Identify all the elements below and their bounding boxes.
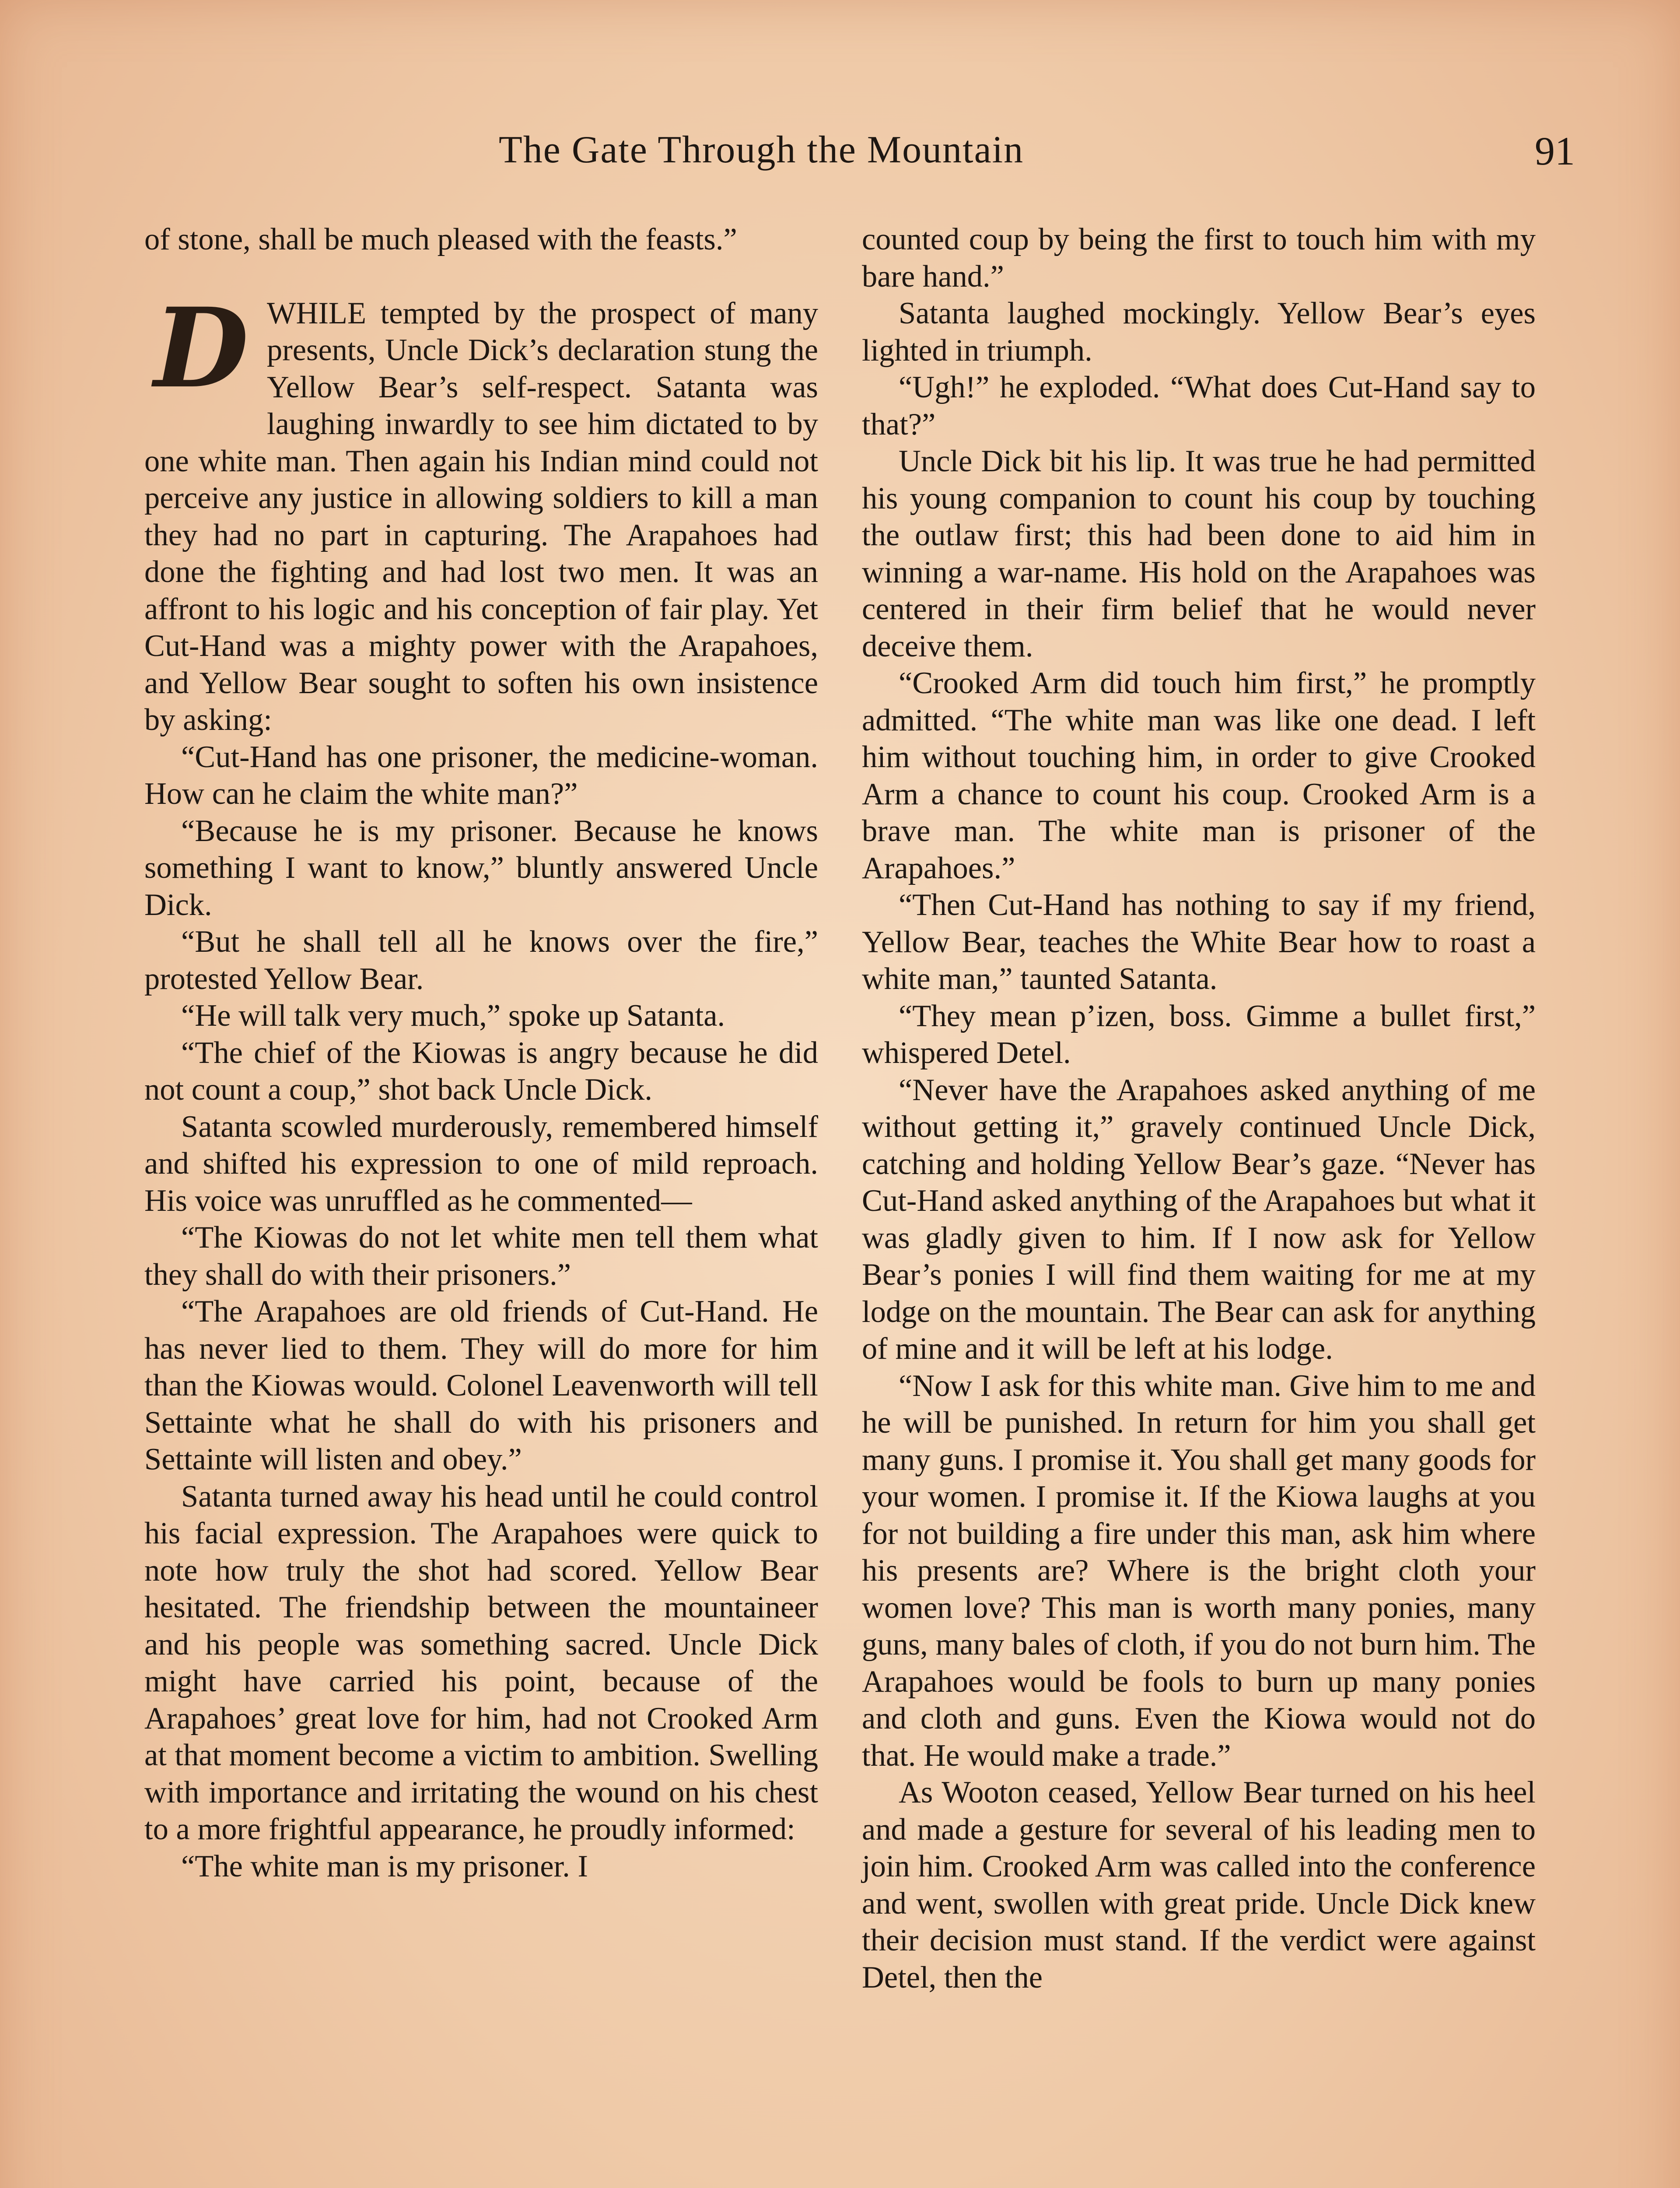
paragraph: “Then Cut-Hand has nothing to say if my friend, Yellow Bear, teaches the White Bear how to roast a white man,” taunted Satanta. (862, 888, 1536, 996)
paragraph: “Crooked Arm did touch him first,” he promptly admitted. “The white man was like one dead. I left him without touching him, in order to give Crooked Arm a chance to count his coup. Crooked Arm is a brave man. The white man is prisoner of the Arapahoes.” (862, 666, 1536, 885)
paragraph: “Cut-Hand has one prisoner, the medicine-woman. How can he claim the white man?” (144, 740, 818, 811)
paragraph: “The Kiowas do not let white men tell them what they shall do with their prisoners.” (144, 1220, 818, 1292)
paragraph: “The white man is my prisoner. I (181, 1849, 588, 1883)
paragraph: Satanta scowled murderously, remembered himself and shifted his expression to one of mild reproach. His voice was unruffled as he commented— (144, 1109, 818, 1218)
paragraph: “The chief of the Kiowas is angry because he did not count a coup,” shot back Uncle Dick. (144, 1035, 818, 1107)
running-title: The Gate Through the Mountain (499, 129, 1024, 171)
paragraph-continuation: counted coup by being the first to touch him with my bare hand.” (862, 222, 1536, 294)
paragraph: Satanta laughed mockingly. Yellow Bear’s eyes lighted in triumph. (862, 296, 1536, 368)
paragraph: “Now I ask for this white man. Give him to me and he will be punished. In return for him you shall get many guns. I promise it. You shall get many goods for your women. I promise it. If the Kiowa laughs at you for not building a fire under this man, ask him where his presents are? Where is the bright cloth your women love? This man is worth many ponies, many guns, many bales of cloth, if you do not burn him. The Arapahoes would be fools to burn up many ponies and cloth and guns. Even the Kiowa would not do that. He would make a trade.” (862, 1368, 1536, 1773)
right-column (862, 221, 1536, 1996)
dropcap-paragraph-block (144, 283, 818, 739)
paragraph: “But he shall tell all he knows over the fire,” protested Yellow Bear. (144, 925, 818, 996)
left-column (144, 221, 818, 1885)
paragraph: “Never have the Arapahoes asked anything of me without getting it,” gravely continued Uncle Dick, catching and holding Yellow Bear’s gaze. “Never has Cut-Hand asked anything of the Arapahoes but what it was gladly given to him. If I now ask for Yellow Bear’s ponies I will find them waiting for me at my lodge on the mountain. The Bear can ask for anything of mine and it will be left at his lodge. (862, 1073, 1536, 1366)
page-number: 91 (1535, 129, 1575, 173)
paragraph: “Because he is my prisoner. Because he knows something I want to know,” bluntly answered Uncle Dick. (144, 813, 818, 922)
paragraph: As Wooton ceased, Yellow Bear turned on his heel and made a gesture for several of his leading men to join him. Crooked Arm was called into the conference and went, swollen with great pride. Uncle Dick knew their decision must stand. If the verdict were against Detel, then the (862, 1775, 1536, 1995)
page-header (499, 128, 1575, 189)
paragraph-continuation: of stone, shall be much pleased with the feasts.” (144, 222, 737, 256)
paragraph: “The Arapahoes are old friends of Cut-Hand. He has never lied to them. They will do more for him than the Kiowas would. Colonel Leavenworth will tell Settainte what he shall do with his prisoners and Settainte will listen and obey.” (144, 1294, 818, 1476)
paragraph: Uncle Dick bit his lip. It was true he had permitted his young companion to count his coup by touching the outlaw first; this had been done to aid him in winning a war-name. His hold on the Arapahoes was centered in their firm belief that he would never deceive them. (862, 444, 1536, 663)
ornate-dropcap-letter: D (154, 283, 249, 412)
paragraph: “They mean p’izen, boss. Gimme a bullet first,” whispered Detel. (862, 999, 1536, 1070)
paragraph: Satanta turned away his head until he could control his facial expression. The Arapahoes were quick to note how truly the shot had scored. Yellow Bear hesitated. The friendship between the mountaineer and his people was something sacred. Uncle Dick might have carried his point, because of the Arapahoes’ great love for him, had not Crooked Arm at that moment become a victim to ambition. Swelling with importance and irritating the wound on his chest to a more frightful appearance, he proudly informed: (144, 1479, 818, 1846)
paragraph: “He will talk very much,” spoke up Satanta. (181, 999, 725, 1033)
paragraph-dropcap: WHILE tempted by the prospect of many presents, Uncle Dick’s declaration stung the Yellow Bear’s self-respect. Satanta was laughing inwardly to see him dictated to by one white man. Then again his Indian mind could not perceive any justice in allowing soldiers to kill a man they had no part in capturing. The Arapahoes had done the fighting and had lost two men. It was an affront to his logic and his conception of fair play. Yet Cut-Hand was a mighty power with the Arapahoes, and Yellow Bear sought to soften his own insistence by asking: (144, 296, 818, 737)
paragraph: “Ugh!” he exploded. “What does Cut-Hand say to that?” (862, 370, 1536, 442)
